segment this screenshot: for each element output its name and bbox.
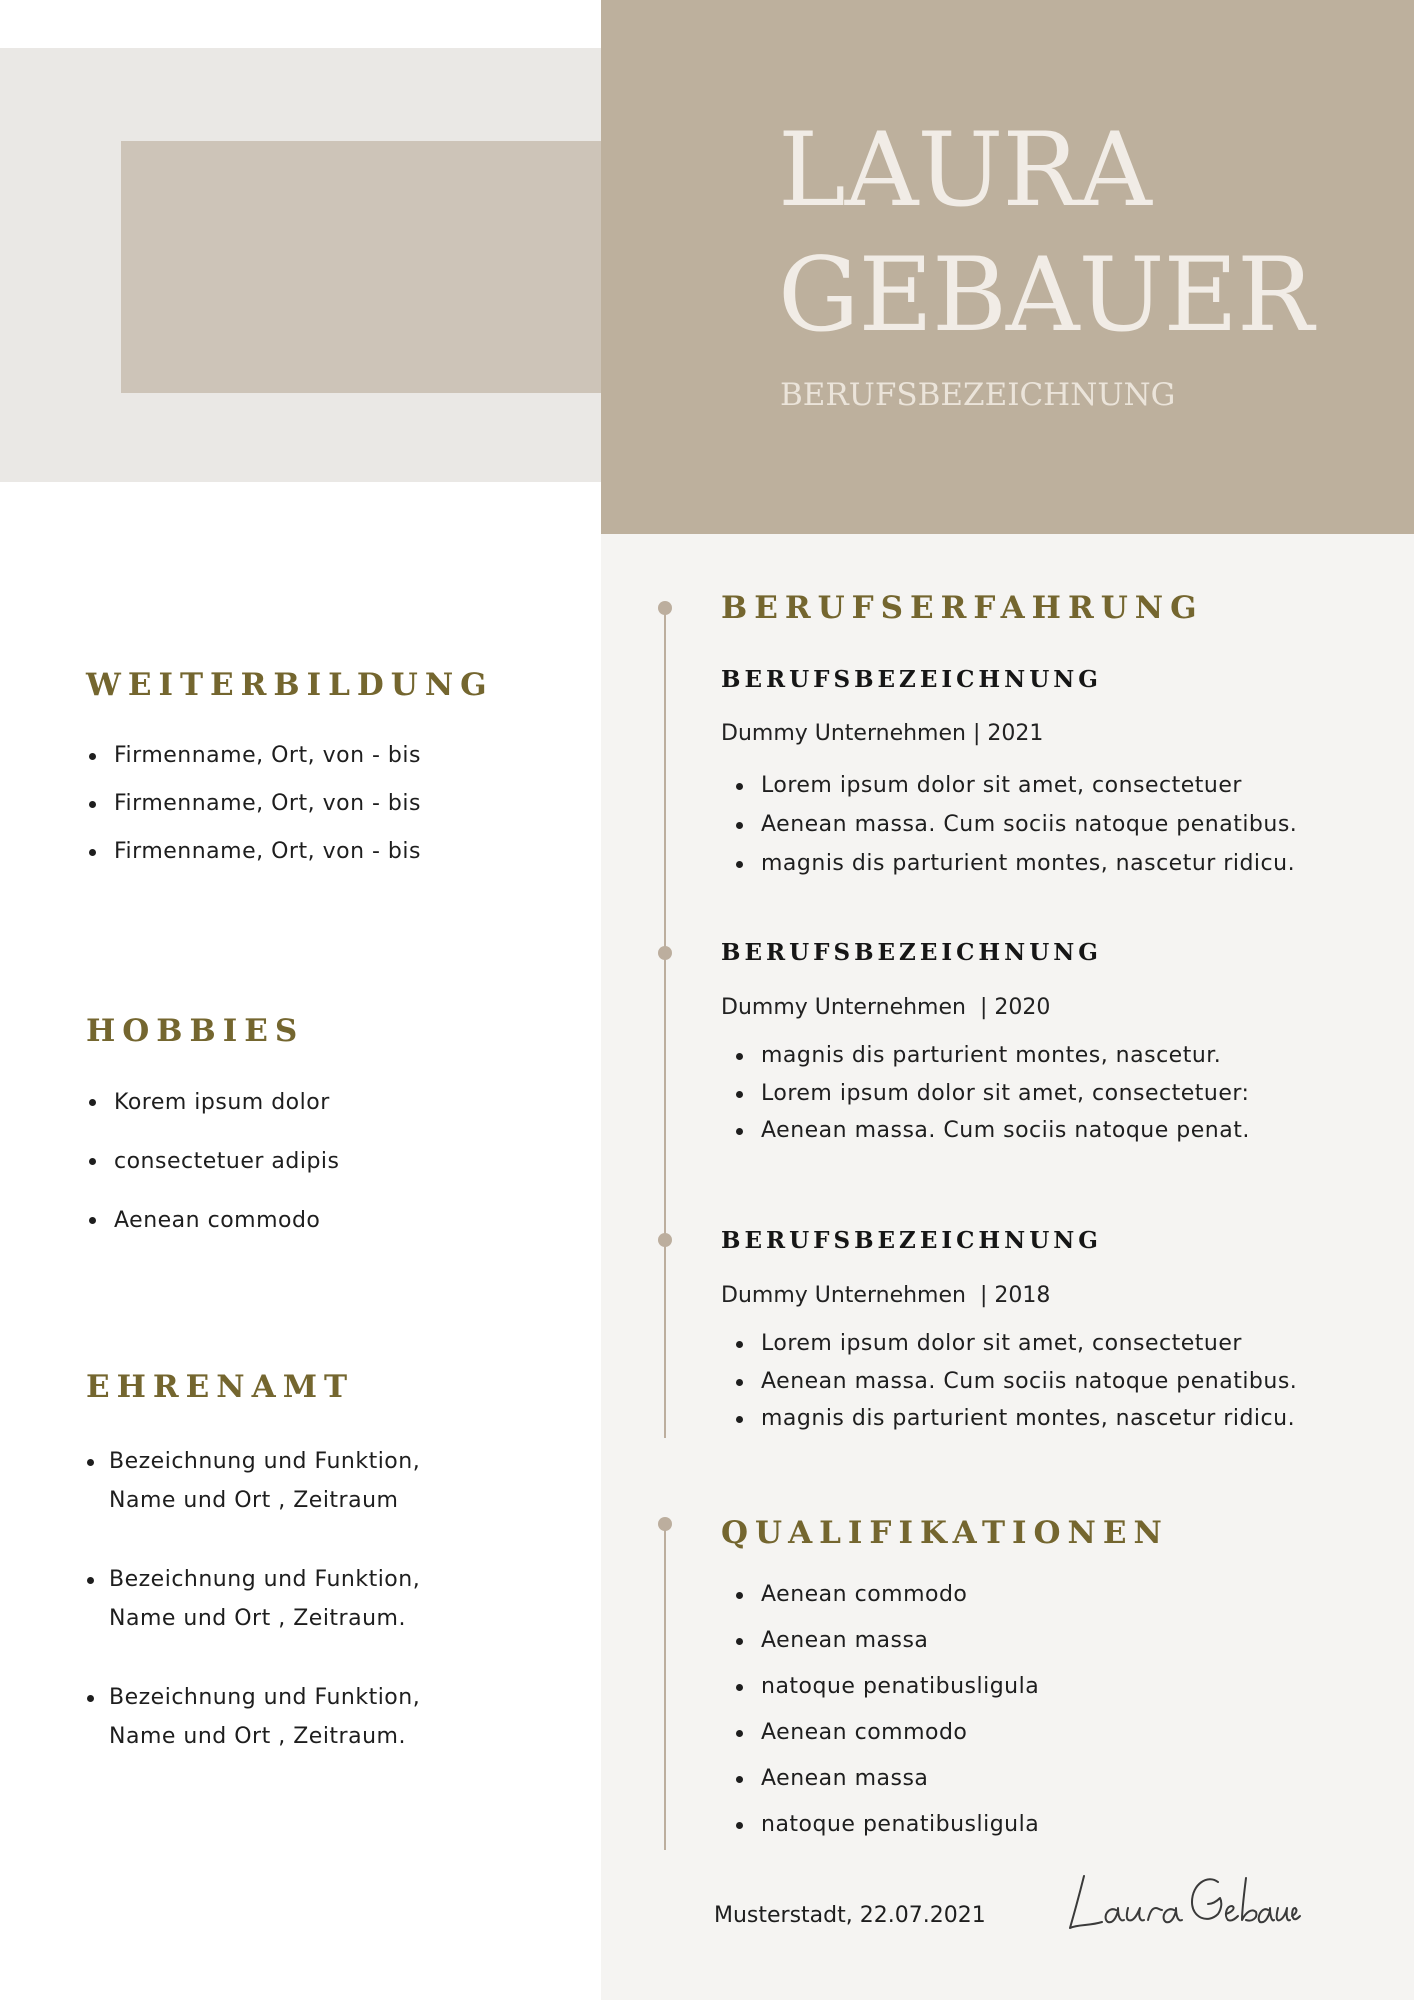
timeline-dot [658, 601, 672, 615]
qualifikationen-list [733, 1572, 1039, 1848]
list-item [87, 1560, 509, 1638]
handwritten-signature [1062, 1862, 1302, 1942]
ehrenamt-list [87, 1442, 509, 1796]
list-item: Aenean massa [733, 1618, 1039, 1664]
hobbies-list [86, 1073, 340, 1250]
job-title: BERUFSBEZEICHNUNG [780, 377, 1176, 413]
job-bullets-2 [733, 1037, 1250, 1150]
ehrenamt-role: Bezeichnung und Funktion, [109, 1567, 421, 1592]
weiterbildung-list [86, 732, 421, 876]
list-item: consectetuer adipis [86, 1132, 340, 1191]
timeline-line-qualifications [664, 1522, 666, 1850]
list-item: Lorem ipsum dolor sit amet, consectetuer [733, 766, 1297, 805]
place-and-date: Musterstadt, 22.07.2021 [714, 1903, 986, 1928]
list-item: Lorem ipsum dolor sit amet, consectetuer: [733, 1075, 1250, 1113]
list-item: magnis dis parturient montes, nascetur. [733, 1037, 1250, 1075]
job-title-2: BERUFSBEZEICHNUNG [721, 939, 1102, 966]
ehrenamt-heading: EHRENAMT [86, 1369, 355, 1405]
timeline-dot [658, 1517, 672, 1531]
job-bullets-3 [733, 1325, 1297, 1438]
job-company-1: Dummy Unternehmen | 2021 [721, 721, 1044, 746]
list-item: Aenean massa. Cum sociis natoque penatibus. [733, 1363, 1297, 1401]
list-item: natoque penatibusligula [733, 1802, 1039, 1848]
ehrenamt-role: Bezeichnung und Funktion, [109, 1685, 421, 1710]
list-item: Firmenname, Ort, von - bis [86, 780, 421, 828]
list-item: magnis dis parturient montes, nascetur ridicu. [733, 844, 1297, 883]
job-bullets-1 [733, 766, 1297, 883]
list-item: Aenean massa. Cum sociis natoque penat. [733, 1112, 1250, 1150]
weiterbildung-heading: WEITERBILDUNG [86, 667, 494, 703]
qualifikationen-heading: QUALIFIKATIONEN [721, 1515, 1169, 1551]
berufserfahrung-heading: BERUFSERFAHRUNG [721, 590, 1204, 626]
job-title-3: BERUFSBEZEICHNUNG [721, 1227, 1102, 1254]
hobbies-heading: HOBBIES [86, 1013, 305, 1049]
list-item [87, 1442, 509, 1520]
list-item: Korem ipsum dolor [86, 1073, 340, 1132]
list-item: Firmenname, Ort, von - bis [86, 732, 421, 780]
last-name: GEBAUER [778, 236, 1313, 355]
list-item: Lorem ipsum dolor sit amet, consectetuer [733, 1325, 1297, 1363]
timeline-dot [658, 1233, 672, 1247]
ehrenamt-place: Name und Ort , Zeitraum [109, 1488, 399, 1513]
list-item: Aenean massa. Cum sociis natoque penatibus. [733, 805, 1297, 844]
list-item: natoque penatibusligula [733, 1664, 1039, 1710]
list-item: magnis dis parturient montes, nascetur ridicu. [733, 1400, 1297, 1438]
list-item: Aenean commodo [86, 1191, 340, 1250]
list-item [87, 1678, 509, 1756]
left-beige-rectangle [121, 141, 601, 393]
timeline-line-experience [664, 608, 666, 1438]
list-item: Aenean massa [733, 1756, 1039, 1802]
list-item: Firmenname, Ort, von - bis [86, 828, 421, 876]
job-company-2: Dummy Unternehmen | 2020 [721, 995, 1051, 1020]
list-item: Aenean commodo [733, 1572, 1039, 1618]
job-title-1: BERUFSBEZEICHNUNG [721, 666, 1102, 693]
ehrenamt-place: Name und Ort , Zeitraum. [109, 1724, 406, 1749]
timeline-dot [658, 946, 672, 960]
ehrenamt-role: Bezeichnung und Funktion, [109, 1449, 421, 1474]
first-name: LAURA [778, 111, 1151, 230]
list-item: Aenean commodo [733, 1710, 1039, 1756]
ehrenamt-place: Name und Ort , Zeitraum. [109, 1606, 406, 1631]
job-company-3: Dummy Unternehmen | 2018 [721, 1283, 1051, 1308]
